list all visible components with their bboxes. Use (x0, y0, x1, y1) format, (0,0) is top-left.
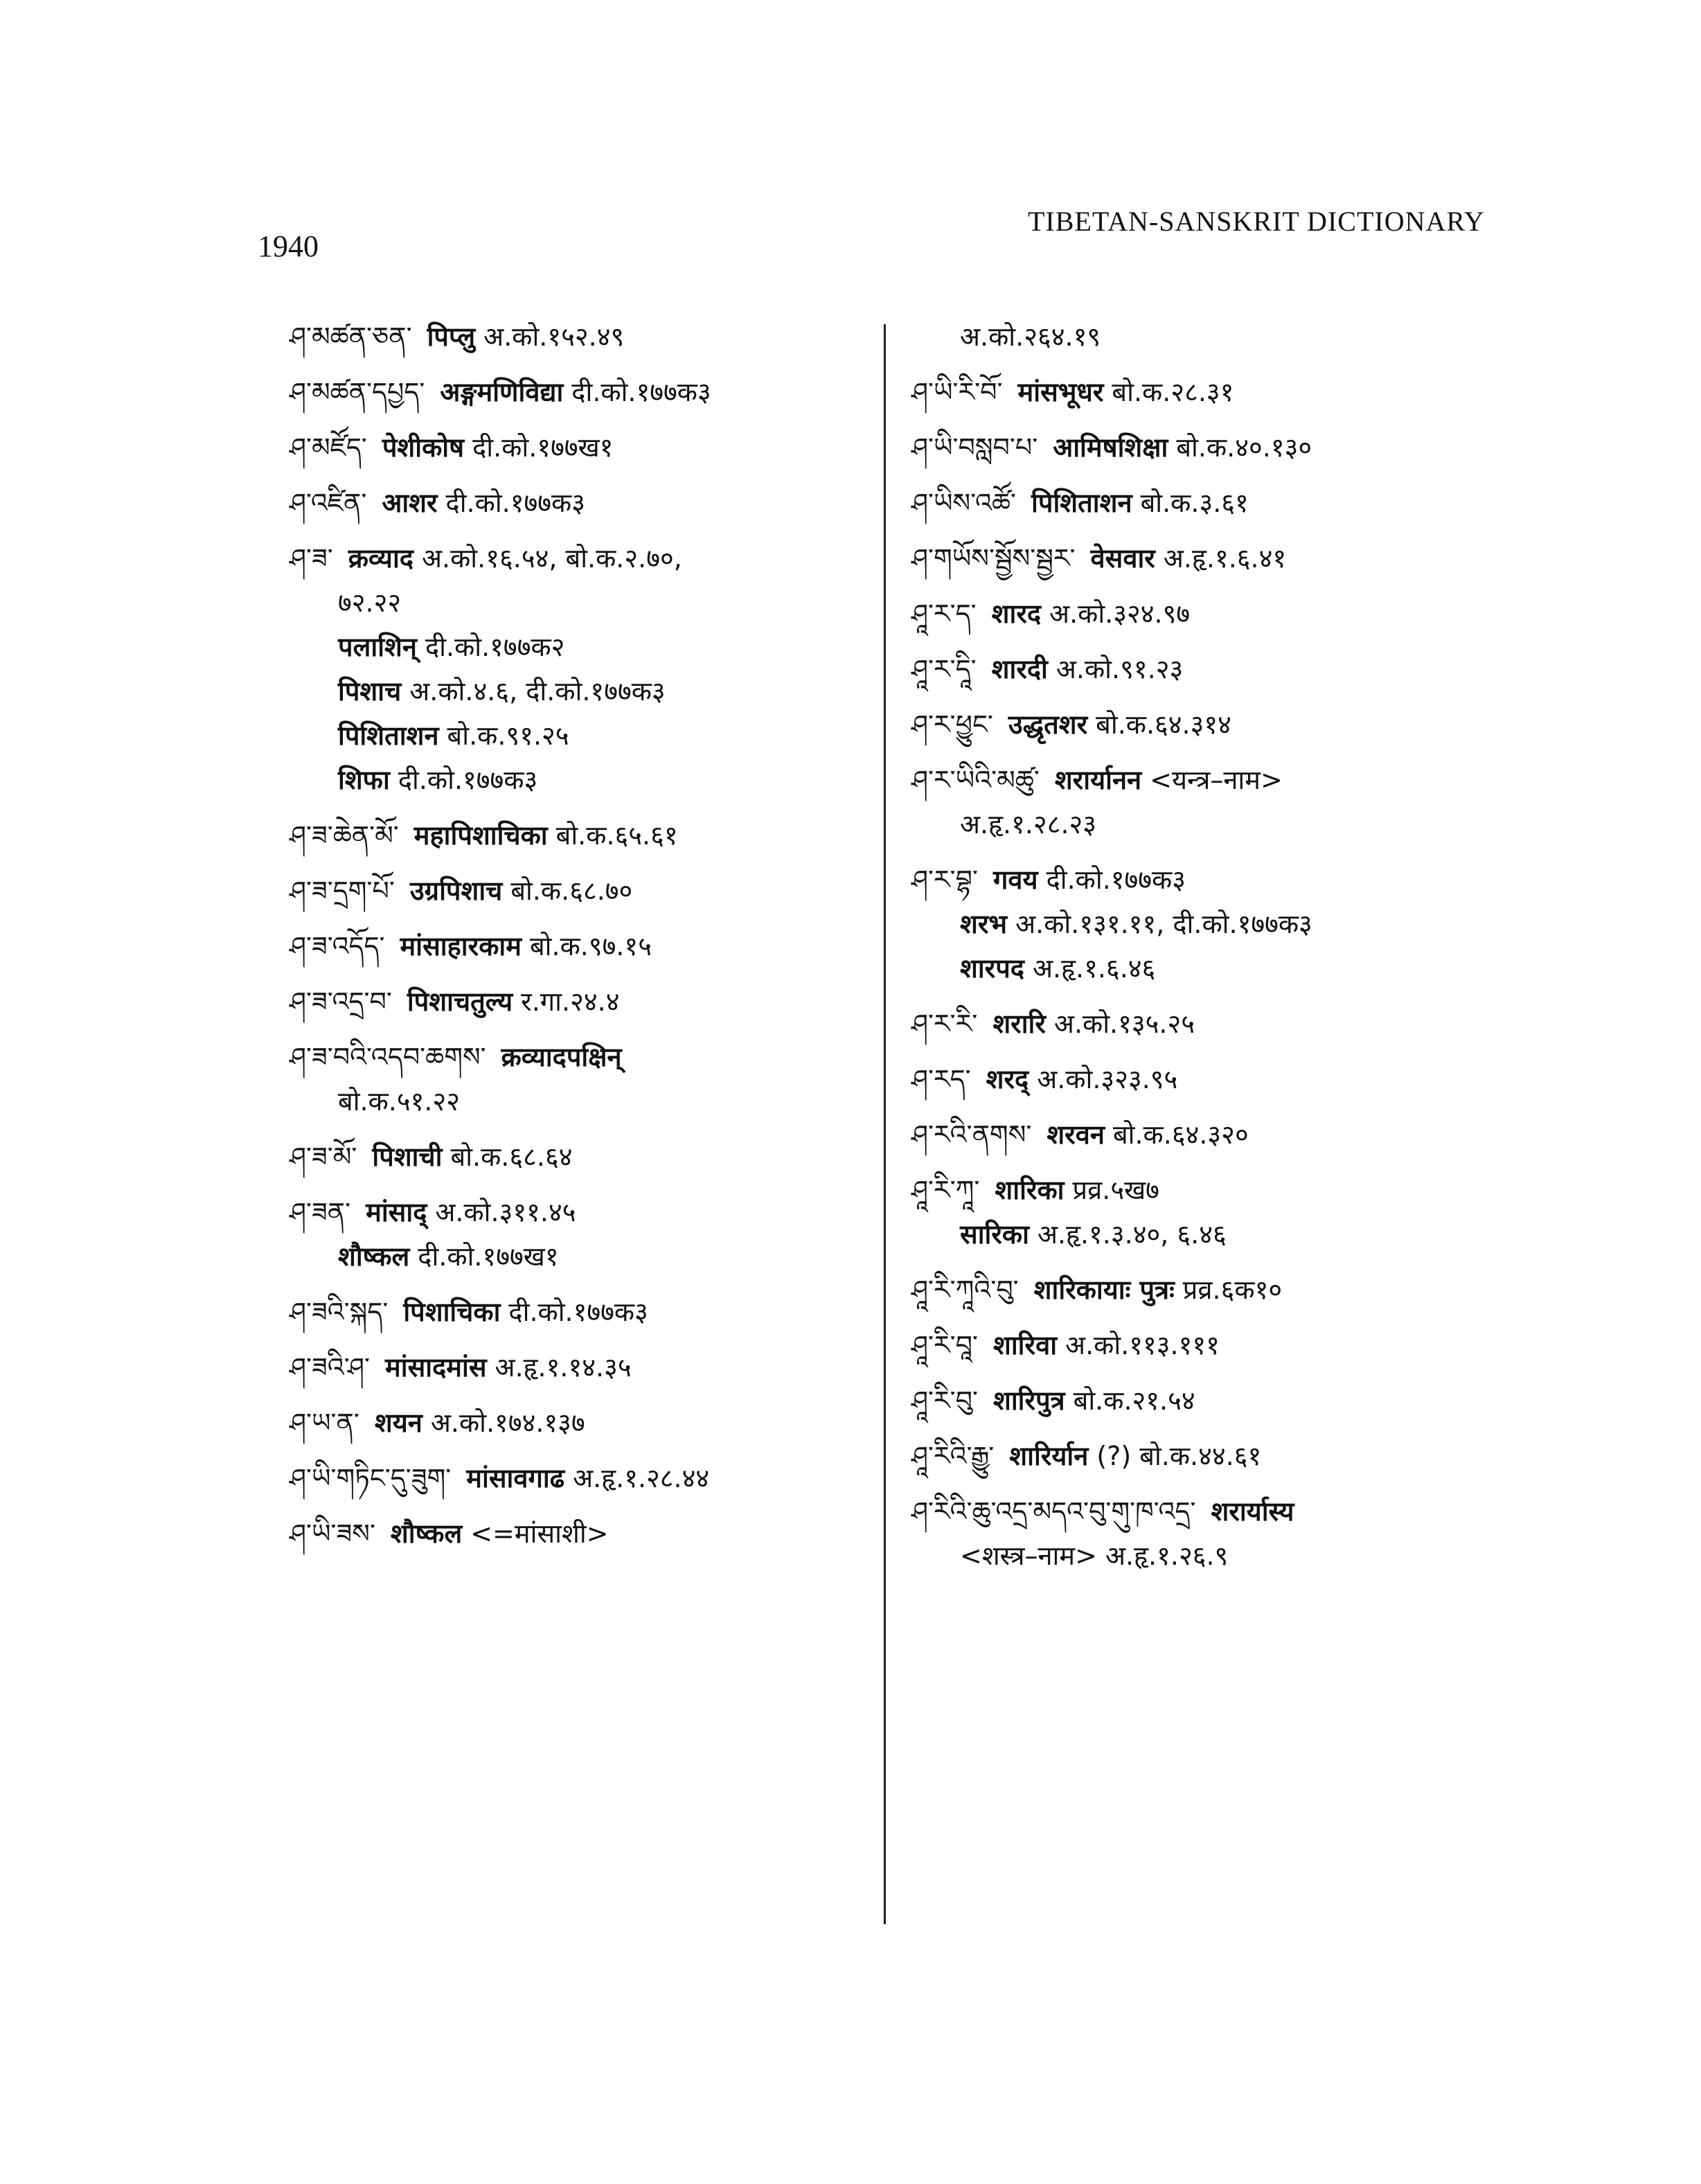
dictionary-entry (911, 866, 1521, 894)
dictionary-entry (290, 1043, 885, 1071)
sanskrit-equivalent: शारिवा (993, 1330, 1058, 1360)
tibetan-headword: ཤ་ཡིས་འཚོ་ (911, 488, 1017, 518)
tibetan-headword: ཤ་མཚན་ཅན་ (290, 321, 412, 352)
source-reference: अ.को.१७४.१३७ (430, 1408, 585, 1438)
tibetan-headword: ཤ་ཡ་ན་ (290, 1408, 359, 1438)
source-reference: बो.क.६८.६४ (450, 1142, 573, 1172)
sanskrit-equivalent: मांसावगाढ (466, 1463, 565, 1493)
sanskrit-equivalent: शारिकायाः पुत्रः (1033, 1275, 1175, 1305)
dictionary-entry (290, 1243, 885, 1270)
source-reference: अ.को.३२३.९५ (1037, 1064, 1178, 1094)
tibetan-headword: ཤ་རད་ (911, 1064, 971, 1094)
source-reference: बो.क.९१.२५ (447, 720, 569, 751)
source-reference: अ.को.१५२.४९ (483, 321, 625, 352)
dictionary-entry (290, 1198, 885, 1226)
dictionary-entry (911, 1331, 1521, 1359)
tibetan-headword: ཤ་ར་ཕྱུང་ (911, 709, 993, 740)
dictionary-entry (911, 1442, 1521, 1470)
tibetan-headword: ཤ་གཡོས་སྦྱོས་སྦྱར་ (911, 543, 1076, 574)
tibetan-headword: ཤཱ་རི་ཀཱའི་བུ་ (911, 1275, 1019, 1305)
dictionary-entry (290, 633, 885, 661)
tibetan-headword: ཤ་ར་ཡིའི་མཚུ་ (911, 765, 1040, 795)
dictionary-entry (911, 655, 1521, 683)
source-reference: दी.को.१७७क३ (508, 1297, 648, 1327)
sanskrit-equivalent: गवय (993, 864, 1038, 895)
sanskrit-equivalent: पिशिताशन (1031, 488, 1132, 518)
page-number: 1940 (258, 229, 319, 263)
sanskrit-equivalent: शौष्कल (338, 1241, 410, 1272)
dictionary-entry (911, 323, 1521, 350)
tibetan-headword: ཤ་རིའི་ཆུ་འདྲ་མདའ་བུ་གུ་ཁ་འདྲ་ (911, 1496, 1196, 1527)
sanskrit-equivalent: पिप्लु (427, 321, 476, 352)
tibetan-headword: ཤ་རའི་ནགས་ (911, 1119, 1032, 1150)
dictionary-entry (911, 378, 1521, 406)
tibetan-headword: ཤཱ་ར་དཱི་ (911, 654, 977, 684)
sanskrit-equivalent: मांसभूधर (1017, 377, 1104, 407)
source-reference: प्रव्र.५ख७ (1072, 1175, 1159, 1205)
dictionary-entry (290, 1143, 885, 1171)
tibetan-headword: ཤ་མཛོད་ (290, 432, 367, 463)
tibetan-headword: ཤ་ར་བྷ་ (911, 864, 978, 895)
source-reference: बो.क.६८.७० (510, 876, 633, 906)
sanskrit-equivalent: पिशाची (372, 1142, 443, 1172)
source-reference: (?) बो.क.४४.६१ (1096, 1441, 1262, 1471)
sanskrit-equivalent: शिफा (338, 765, 390, 795)
source-reference: ७२.२२ (338, 587, 402, 618)
dictionary-entry (290, 1087, 885, 1115)
source-reference: प्रव्र.६क१० (1182, 1275, 1283, 1305)
sanskrit-equivalent: मांसाद् (366, 1197, 427, 1227)
dictionary-entry (290, 677, 885, 705)
source-reference: दी.को.१७७क२ (425, 632, 565, 662)
sanskrit-equivalent: शरारि (992, 1009, 1046, 1039)
sanskrit-equivalent: शारपद (960, 953, 1024, 984)
dictionary-entry (911, 910, 1521, 938)
dictionary-entry (290, 1520, 885, 1547)
source-reference: दी.को.१७७क३ (445, 488, 585, 518)
source-reference: दी.को.१७७क३ (1046, 864, 1186, 895)
source-reference: अ.हृ.१.२८.२३ (960, 809, 1097, 840)
dictionary-entry (911, 1276, 1521, 1304)
dictionary-entry (911, 955, 1521, 982)
sanskrit-equivalent: शयन (374, 1408, 422, 1438)
source-reference: दी.को.१७७क३ (398, 765, 538, 795)
tibetan-headword: ཤ་ར་རི་ (911, 1009, 978, 1039)
tibetan-headword: ཤ་འཛིན་ (290, 488, 367, 518)
sanskrit-equivalent: शारिपुत्र (993, 1385, 1065, 1416)
sanskrit-equivalent: अङ्गमणिविद्या (440, 377, 564, 407)
dictionary-entry (911, 489, 1521, 517)
tibetan-headword: ཤ་ཟ་དྲག་པོ་ (290, 876, 395, 906)
right-column (911, 323, 1521, 1570)
source-reference: बो.क.२८.३१ (1112, 377, 1234, 407)
tibetan-headword: ཤ་ཡི་ཟས་ (290, 1518, 375, 1549)
tibetan-headword: ཤ་ཟ་འདོད་ (290, 931, 385, 961)
sanskrit-equivalent: पिशाच (338, 676, 402, 707)
dictionary-entry (290, 1298, 885, 1326)
tibetan-headword: ཤ་ཟའི་ཤ་ (290, 1352, 371, 1383)
dictionary-entry (911, 544, 1521, 572)
sanskrit-equivalent: उद्धृतशर (1008, 709, 1088, 740)
sanskrit-equivalent: मांसादमांस (385, 1352, 487, 1383)
left-column (290, 323, 885, 1547)
dictionary-entry (290, 323, 885, 350)
source-reference: अ.को.१३१.११, दी.को.१७७क३ (1015, 909, 1312, 939)
sanskrit-equivalent: क्रव्याद (348, 543, 413, 574)
sanskrit-equivalent: शारिका (995, 1175, 1065, 1205)
source-reference: अ.को.९१.२३ (1056, 654, 1184, 684)
source-reference: बो.क.६४.३१४ (1096, 709, 1231, 740)
dictionary-entry (911, 1121, 1521, 1148)
tibetan-headword: ཤ་ཟ་མོ་ (290, 1142, 357, 1172)
dictionary-entry (290, 589, 885, 616)
dictionary-entry (290, 988, 885, 1015)
dictionary-entry (290, 877, 885, 905)
sanskrit-equivalent: आशर (382, 488, 438, 518)
dictionary-entry (911, 711, 1521, 738)
dictionary-entry (290, 434, 885, 461)
source-reference: र.गा.२४.४ (521, 986, 620, 1017)
dictionary-entry (911, 1387, 1521, 1414)
source-reference: दी.को.१७७क३ (571, 377, 711, 407)
sanskrit-equivalent: सारिका (960, 1219, 1029, 1250)
source-reference: बो.क.६४.३२० (1112, 1119, 1249, 1150)
source-reference: अ.को.२६४.१९ (960, 321, 1101, 352)
dictionary-entry (290, 1353, 885, 1381)
source-reference: <यन्त्र–नाम> (1150, 765, 1283, 795)
sanskrit-equivalent: शरार्यास्य (1211, 1496, 1294, 1527)
running-title: TIBETAN-SANSKRIT DICTIONARY (1028, 206, 1485, 237)
source-reference: अ.हृ.१.६.४१ (1163, 543, 1287, 574)
sanskrit-equivalent: शरद् (986, 1064, 1029, 1094)
sanskrit-equivalent: शारिर्यान (1009, 1441, 1089, 1471)
source-reference: अ.को.११३.१११ (1065, 1330, 1220, 1360)
source-reference: अ.को.४.६, दी.को.१७७क३ (409, 676, 666, 707)
dictionary-entry (290, 1409, 885, 1437)
sanskrit-equivalent: शौष्कल (390, 1518, 463, 1549)
source-reference: अ.को.३२४.९७ (1049, 598, 1191, 629)
dictionary-entry (911, 434, 1521, 461)
dictionary-entry (911, 810, 1521, 838)
dictionary-entry (911, 1010, 1521, 1038)
tibetan-headword: ཤཱ་རི་བཱ་ (911, 1330, 978, 1360)
tibetan-headword: ཤ་ཡི་བསླབ་པ་ (911, 432, 1038, 463)
source-reference: अ.हृ.१.६.४६ (1033, 953, 1156, 984)
tibetan-headword: ཤ་ཡི་གཏིང་དུ་ཟུག་ (290, 1463, 452, 1493)
source-reference: बो.क.६५.६१ (555, 820, 678, 851)
sanskrit-equivalent: शारद (991, 598, 1042, 629)
dictionary-entry (911, 766, 1521, 794)
source-reference: दी.को.१७७ख१ (418, 1241, 559, 1272)
tibetan-headword: ཤ་ཟ་ཆེན་མོ་ (290, 820, 399, 851)
tibetan-headword: ཤ་ཟ་ (290, 543, 333, 574)
sanskrit-equivalent: शारदी (991, 654, 1048, 684)
tibetan-headword: ཤཱ་རིའི་རྒྱུ་ (911, 1441, 995, 1471)
dictionary-entry (290, 722, 885, 749)
source-reference: अ.को.३११.४५ (435, 1197, 576, 1227)
column-divider (884, 324, 886, 1924)
dictionary-entry (290, 378, 885, 406)
dictionary-entry (911, 1498, 1521, 1525)
sanskrit-equivalent: पेशीकोष (382, 432, 465, 463)
dictionary-entry (911, 600, 1521, 628)
dictionary-entry (290, 1464, 885, 1492)
source-reference: अ.हृ.१.३.४०, ६.४६ (1037, 1219, 1227, 1250)
dictionary-entry (290, 766, 885, 794)
sanskrit-equivalent: पिशाचतुल्य (407, 986, 513, 1017)
sanskrit-equivalent: शरार्यानन (1054, 765, 1142, 795)
source-reference: बो.क.५१.२२ (338, 1086, 461, 1117)
sanskrit-equivalent: पिशिताशन (338, 720, 439, 751)
sanskrit-equivalent: पिशाचिका (403, 1297, 501, 1327)
tibetan-headword: ཤཱ་ར་ད་ (911, 598, 977, 629)
dictionary-entry (911, 1176, 1521, 1204)
sanskrit-equivalent: उग्रपिशाच (409, 876, 503, 906)
sanskrit-equivalent: महापिशाचिका (413, 820, 548, 851)
tibetan-headword: ཤ་ཡི་རི་བོ་ (911, 377, 1003, 407)
dictionary-entry (290, 489, 885, 517)
tibetan-headword: ཤཱ་རི་བུ་ (911, 1385, 978, 1416)
source-reference: <=मांसाशी> (470, 1518, 609, 1549)
dictionary-entry (290, 544, 885, 572)
tibetan-headword: ཤཱ་རི་ཀཱ་ (911, 1175, 980, 1205)
dictionary-entry (290, 932, 885, 960)
sanskrit-equivalent: पलाशिन् (338, 632, 417, 662)
sanskrit-equivalent: शरवन (1047, 1119, 1105, 1150)
sanskrit-equivalent: शरभ (960, 909, 1008, 939)
tibetan-headword: ཤ་ཟ་བའི་འདབ་ཆགས་ (290, 1042, 486, 1072)
source-reference: <शस्त्र–नाम> अ.हृ.१.२६.९ (960, 1541, 1229, 1571)
source-reference: बो.क.२१.५४ (1073, 1385, 1195, 1416)
sanskrit-equivalent: क्रव्यादपक्षिन् (501, 1042, 622, 1072)
source-reference: बो.क.९७.१५ (529, 931, 652, 961)
source-reference: अ.को.१६.५४, बो.क.२.७०, (422, 543, 682, 574)
tibetan-headword: ཤ་ཟ་འདྲ་བ་ (290, 986, 392, 1017)
source-reference: अ.हृ.१.२८.४४ (573, 1463, 710, 1493)
dictionary-entry (911, 1065, 1521, 1093)
sanskrit-equivalent: वेसवार (1090, 543, 1155, 574)
dictionary-entry (911, 1542, 1521, 1570)
sanskrit-equivalent: आमिषशिक्षा (1053, 432, 1168, 463)
source-reference: बो.क.४०.१३० (1176, 432, 1312, 463)
dictionary-entry (290, 822, 885, 849)
source-reference: अ.को.१३५.२५ (1053, 1009, 1195, 1039)
tibetan-headword: ཤ་ཟའི་སྐད་ (290, 1297, 389, 1327)
source-reference: अ.हृ.१.१४.३५ (495, 1352, 632, 1383)
tibetan-headword: ཤ་ཟན་ (290, 1197, 351, 1227)
dictionary-entry (911, 1220, 1521, 1248)
sanskrit-equivalent: मांसाहारकाम (400, 931, 522, 961)
source-reference: बो.क.३.६१ (1140, 488, 1249, 518)
tibetan-headword: ཤ་མཚན་དཔྱད་ (290, 377, 425, 407)
source-reference: दी.को.१७७ख१ (472, 432, 614, 463)
